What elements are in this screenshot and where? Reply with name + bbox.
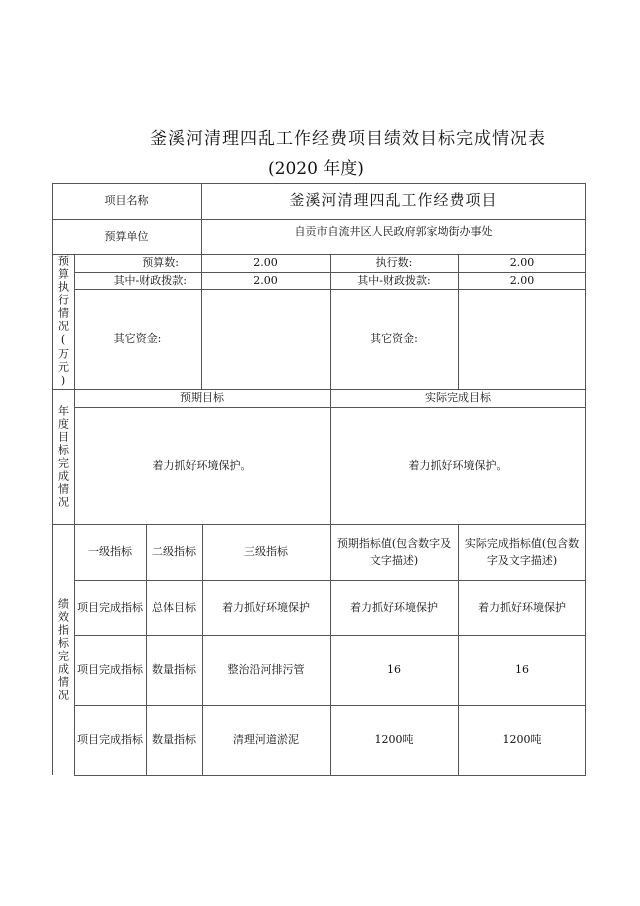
fiscal-executed-label: 其中-财政拨款: [357,273,431,287]
indicator-header-level2: 二级指标 [152,545,196,559]
budget-unit-label: 预算单位 [104,229,149,243]
expected-goal-header: 预期目标 [180,391,224,405]
table-row-2-expected: 16 [387,663,401,677]
other-funds-executed-label: 其它资金: [370,332,418,346]
indicator-header-level1: 一级指标 [88,545,132,559]
indicator-header-actual: 实际完成指标值(包含数字及文字描述) [464,536,580,567]
table-row-2-level2: 数量指标 [152,663,196,677]
budget-amount-value: 2.00 [253,256,278,270]
fiscal-budget-value: 2.00 [253,273,278,287]
executed-amount-label: 执行数: [375,256,413,270]
performance-table [52,183,586,775]
project-name-value: 釜溪河清理四乱工作经费项目 [289,191,498,210]
fiscal-executed-value: 2.00 [509,273,535,287]
indicator-header-expected: 预期指标值(包含数字及文字描述) [336,536,452,567]
indicators-section-label: 绩效指标完成情况 [56,597,70,702]
document-subtitle: (2020 年度) [268,159,364,179]
table-row-3-actual: 1200吨 [502,733,542,747]
actual-goal-text: 着力抓好环境保护。 [408,458,508,472]
actual-goal-header: 实际完成目标 [425,391,491,405]
table-row-3-level1: 项目完成指标 [77,733,143,747]
table-row-3-level2: 数量指标 [152,733,196,747]
budget-section-label: 预算执行情况(万元) [56,254,70,389]
table-row-1-expected: 着力抓好环境保护 [350,600,438,614]
indicator-header-level3: 三级指标 [244,545,288,559]
document-title: 釜溪河清理四乱工作经费项目绩效目标完成情况表 [150,129,546,149]
budget-unit-value: 自贡市自流井区人民政府郭家坳街办事处 [294,225,493,238]
table-row-1-level3: 着力抓好环境保护 [222,600,310,614]
table-row-1-level2: 总体目标 [152,600,196,614]
expected-goal-text: 着力抓好环境保护。 [152,458,252,472]
annual-goal-section-label: 年度目标完成情况 [56,404,70,509]
project-name-label: 项目名称 [104,194,149,208]
other-funds-budget-label: 其它资金: [113,332,162,346]
table-row-3-level3: 清理河道淤泥 [233,733,299,747]
table-row-1-actual: 着力抓好环境保护 [478,600,566,614]
table-row-2-level1: 项目完成指标 [77,663,143,677]
table-row-2-actual: 16 [515,663,529,677]
border-bottom [74,775,586,776]
table-row-1-level1: 项目完成指标 [77,600,143,614]
table-row-2-level3: 整治沿河排污管 [227,663,305,677]
fiscal-budget-label: 其中-财政拨款: [113,273,187,287]
executed-amount-value: 2.00 [509,256,535,270]
budget-amount-label: 预算数: [142,256,179,270]
table-row-3-expected: 1200吨 [374,733,414,747]
